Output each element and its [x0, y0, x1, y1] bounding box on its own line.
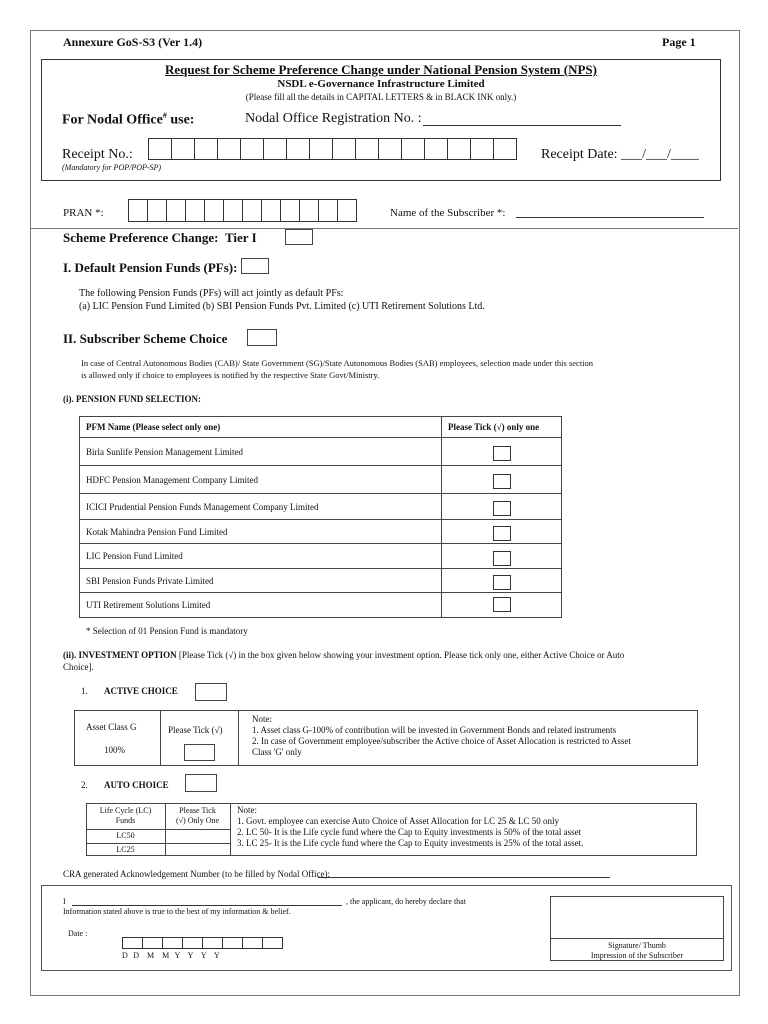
- lc-tick-header: Please Tick (√) Only One: [175, 806, 220, 825]
- auto-choice-number: 2.: [81, 780, 88, 790]
- active-choice-note: Note: 1. Asset class G-100% of contribution will be invested in Government Bonds and related instruments 2. In case of Government employee/subscriber the Active choice of Asset Allocation is restricted to Asset Class 'G' only: [252, 714, 631, 757]
- receipt-note: (Mandatory for POP/POP-SP): [62, 163, 162, 172]
- default-pf-checkbox[interactable]: [241, 258, 269, 274]
- active-tick-label: Please Tick (√): [168, 725, 223, 735]
- pfm-name: Kotak Mahindra Pension Fund Limited: [80, 520, 442, 544]
- asset-class-percent: 100%: [104, 745, 125, 755]
- receipt-date-label: Receipt Date: ___/___/____: [541, 147, 699, 162]
- date-cells[interactable]: [122, 937, 282, 949]
- asset-class-label: Asset Class G: [86, 722, 137, 732]
- declaration-i: I: [63, 897, 66, 906]
- table-row: [80, 569, 562, 593]
- active-choice-label: ACTIVE CHOICE: [104, 686, 178, 696]
- subscriber-name-label: Name of the Subscriber *:: [390, 207, 506, 219]
- date-label: Date :: [68, 929, 88, 938]
- pfm-checkbox[interactable]: [493, 474, 511, 489]
- active-choice-checkbox[interactable]: [195, 683, 227, 701]
- nodal-reg-label: Nodal Office Registration No. :: [245, 111, 422, 126]
- nodal-office-label: For Nodal Office# use:: [62, 111, 195, 128]
- pfm-checkbox[interactable]: [493, 597, 511, 612]
- pran-label: PRAN *:: [63, 207, 104, 219]
- table-row: [80, 544, 562, 569]
- annexure-label: Annexure GoS-S3 (Ver 1.4): [63, 35, 203, 49]
- declaration-info: Information stated above is true to the best of my information & belief.: [63, 907, 291, 916]
- pension-fund-selection-heading: (i). PENSION FUND SELECTION:: [63, 394, 202, 404]
- subscriber-choice-checkbox[interactable]: [247, 329, 277, 346]
- pfm-checkbox[interactable]: [493, 526, 511, 541]
- pfm-name: UTI Retirement Solutions Limited: [80, 593, 442, 618]
- default-pf-heading: I. Default Pension Funds (PFs):: [63, 260, 238, 275]
- default-pf-line2: (a) LIC Pension Fund Limited (b) SBI Pension Funds Pvt. Limited (c) UTI Retirement Solutions Ltd.: [79, 301, 485, 312]
- signature-caption: Signature/ Thumb Impression of the Subscriber: [590, 941, 684, 960]
- lc50-checkbox[interactable]: [166, 830, 229, 842]
- subscriber-choice-note2: is allowed only if choice to employees is notified by the respective State Govt/Ministry.: [81, 370, 380, 380]
- pfm-name: ICICI Prudential Pension Funds Management Company Limited: [80, 494, 442, 520]
- pfm-name: Birla Sunlife Pension Management Limited: [80, 438, 442, 466]
- investment-option-heading: (ii). INVESTMENT OPTION [Please Tick (√) in the box given below showing your investment option. Please tick only one, either Active Choice or Auto Choice].: [63, 650, 625, 672]
- table-row: [80, 593, 562, 618]
- lc25-checkbox[interactable]: [166, 844, 229, 855]
- pfm-checkbox[interactable]: [493, 446, 511, 461]
- auto-choice-checkbox[interactable]: [185, 774, 217, 792]
- pfm-mandatory-note: * Selection of 01 Pension Fund is mandatory: [86, 626, 248, 636]
- pfm-tick-header: Please Tick (√) only one: [442, 417, 562, 438]
- table-row: [80, 466, 562, 494]
- default-pf-line1: The following Pension Funds (PFs) will act jointly as default PFs:: [79, 288, 344, 299]
- section-divider: [30, 228, 738, 229]
- subscriber-choice-heading: II. Subscriber Scheme Choice: [63, 331, 228, 346]
- auto-choice-label: AUTO CHOICE: [104, 780, 169, 790]
- date-format: D D M M Y Y Y Y: [122, 951, 221, 960]
- pfm-checkbox[interactable]: [493, 551, 511, 566]
- pran-cells[interactable]: [128, 199, 356, 222]
- pfm-checkbox[interactable]: [493, 501, 511, 516]
- applicant-name-field[interactable]: [72, 896, 342, 906]
- declaration-applicant: , the applicant, do hereby declare that: [346, 897, 466, 906]
- nodal-reg-field[interactable]: [423, 111, 621, 126]
- auto-choice-note: Note: 1. Govt. employee can exercise Auto Choice of Asset Allocation for LC 25 & LC 50 only 2. LC 50- It is the Life cycle fund where the Cap to Equity investments is 50% of the total asset 3. LC 25- It is the Life cycle fund where the Cap to Equity investments is 25% of the total asset.: [237, 805, 584, 848]
- table-row: [80, 438, 562, 466]
- receipt-number-cells[interactable]: [148, 138, 516, 160]
- table-row: [80, 520, 562, 544]
- active-tick-checkbox[interactable]: [184, 744, 215, 761]
- org-name: NSDL e-Governance Infrastructure Limited: [277, 78, 485, 90]
- table-row: [80, 494, 562, 520]
- lc-funds-header: Life Cycle (LC) Funds: [99, 806, 152, 825]
- pfm-table: [79, 416, 562, 618]
- form-title: Request for Scheme Preference Change under National Pension System (NPS): [165, 62, 597, 77]
- scheme-preference-label: Scheme Preference Change: Tier I: [63, 230, 257, 245]
- subscriber-choice-note1: In case of Central Autonomous Bodies (CAB)/ State Government (SG)/State Autonomous Bodies (SAB) employees, selection made under this section: [81, 358, 594, 368]
- lc25-label: LC25: [116, 845, 135, 854]
- pfm-name-header: PFM Name (Please select only one): [80, 417, 442, 438]
- pfm-name: LIC Pension Fund Limited: [80, 544, 442, 569]
- cra-ack-field[interactable]: [318, 867, 610, 878]
- active-choice-number: 1.: [81, 686, 88, 696]
- subscriber-name-field[interactable]: [516, 205, 704, 218]
- pfm-name: SBI Pension Funds Private Limited: [80, 569, 442, 593]
- pfm-checkbox[interactable]: [493, 575, 511, 590]
- pfm-name: HDFC Pension Management Company Limited: [80, 466, 442, 494]
- page-number: Page 1: [662, 35, 696, 49]
- receipt-label: Receipt No.:: [62, 147, 133, 162]
- tier-checkbox[interactable]: [285, 229, 313, 245]
- fill-instruction: (Please fill all the details in CAPITAL LETTERS & in BLACK INK only.): [245, 92, 517, 102]
- lc50-label: LC50: [116, 831, 135, 840]
- cra-ack-label: CRA generated Acknowledgement Number (to be filled by Nodal Office):: [63, 869, 331, 879]
